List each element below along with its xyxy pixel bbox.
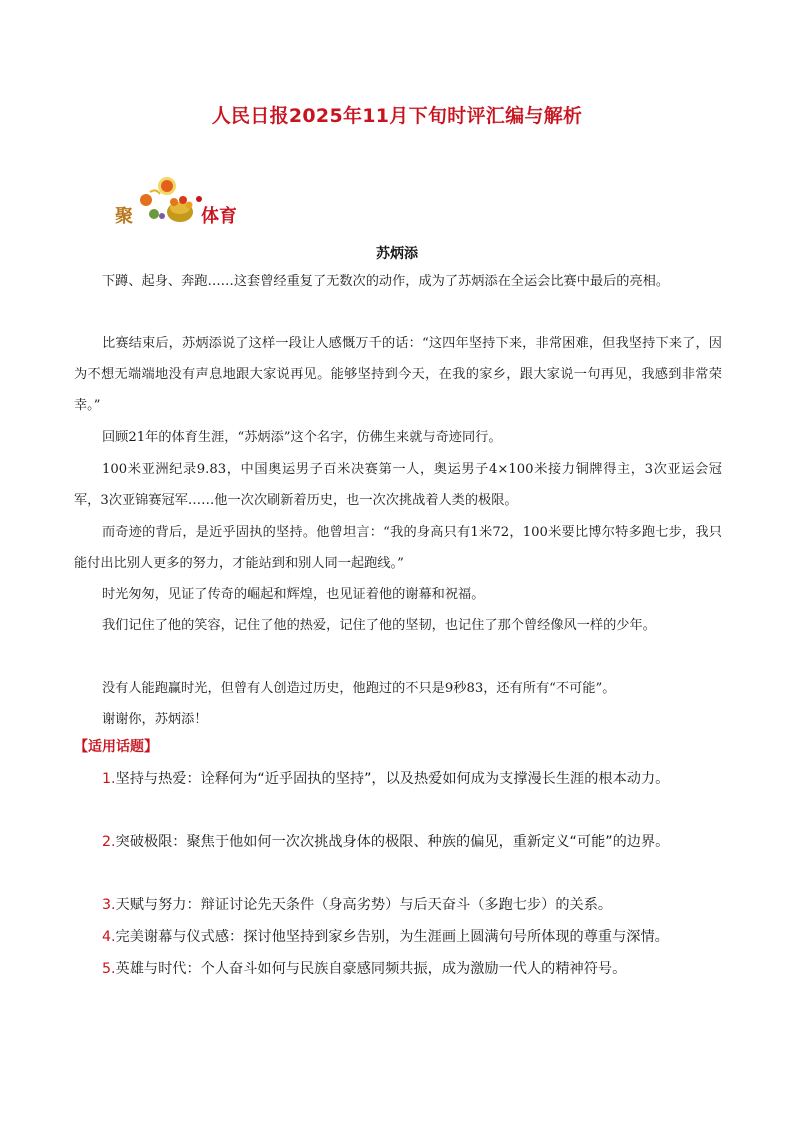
topic-item <box>74 827 722 858</box>
article-paragraph: 比赛结束后，苏炳添说了这样一段让人感慨万千的话：“这四年坚持下来，非常困难，但我坚持下来了，因为不想无端端地没有声息地跟大家说再见。能够坚持到今天，在我的家乡，跟大家说一句再见，我感到非常荣幸。” <box>74 336 722 413</box>
topic-text: 天赋与努力：辩证讨论先天条件（身高劣势）与后天奋斗（多跑七步）的关系。 <box>115 897 613 913</box>
fruit-basket-emblem-icon <box>136 168 206 224</box>
article-paragraph: 谢谢你，苏炳添！ <box>102 712 208 727</box>
topic-number: 5. <box>102 961 116 977</box>
page-title: 人民日报2025年11月下旬时评汇编与解析 <box>211 105 583 127</box>
article-paragraph: 100米亚洲纪录9.83，中国奥运男子百米决赛第一人，奥运男子4×100米接力铜牌得主，3次亚运会冠军，3次亚锦赛冠军……他一次次刷新着历史，也一次次挑战着人类的极限。 <box>74 462 722 508</box>
article-paragraph: 下蹲、起身、奔跑……这套曾经重复了无数次的动作，成为了苏炳添在全运会比赛中最后的亮相。 <box>102 274 670 289</box>
topic-text: 突破极限：聚焦于他如何一次次挑战身体的极限、种族的偏见，重新定义“可能”的边界。 <box>115 834 670 850</box>
topic-number: 1. <box>102 771 116 787</box>
section-header <box>110 168 310 228</box>
topic-number: 3. <box>102 897 116 913</box>
topic-item <box>74 954 722 985</box>
article-title: 苏炳添 <box>376 246 418 262</box>
topic-item <box>74 890 722 921</box>
topic-text: 完美谢幕与仪式感：探讨他坚持到家乡告别，为生涯画上圆满句号所体现的尊重与深情。 <box>115 929 669 945</box>
article-paragraph: 我们记住了他的笑容，记住了他的热爱，记住了他的坚韧，也记住了那个曾经像风一样的少年。 <box>102 618 656 633</box>
topic-item <box>74 764 722 795</box>
topic-number: 2. <box>102 834 116 850</box>
topic-number: 4. <box>102 929 116 945</box>
section-prefix: 聚 <box>115 206 133 227</box>
article-paragraph: 而奇迹的背后，是近乎固执的坚持。他曾坦言：“我的身高只有1米72，100米要比博尔特多跑七步，我只能付出比别人更多的努力，才能站到和别人同一起跑线。” <box>74 525 722 571</box>
article-paragraph: 时光匆匆，见证了传奇的崛起和辉煌，也见证着他的谢幕和祝福。 <box>102 587 485 602</box>
topic-text: 坚持与热爱：诠释何为“近乎固执的坚持”，以及热爱如何成为支撑漫长生涯的根本动力。 <box>115 771 670 787</box>
section-label: 体育 <box>201 206 237 227</box>
article-paragraph: 回顾21年的体育生涯，“苏炳添”这个名字，仿佛生来就与奇迹同行。 <box>102 430 502 445</box>
article-paragraph: 没有人能跑赢时光，但曾有人创造过历史，他跑过的不只是9秒83，还有所有“不可能”。 <box>102 681 616 696</box>
topic-text: 英雄与时代：个人奋斗如何与民族自豪感同频共振，成为激励一代人的精神符号。 <box>115 961 627 977</box>
topic-item <box>74 922 722 953</box>
topics-heading: 【适用话题】 <box>74 739 158 755</box>
